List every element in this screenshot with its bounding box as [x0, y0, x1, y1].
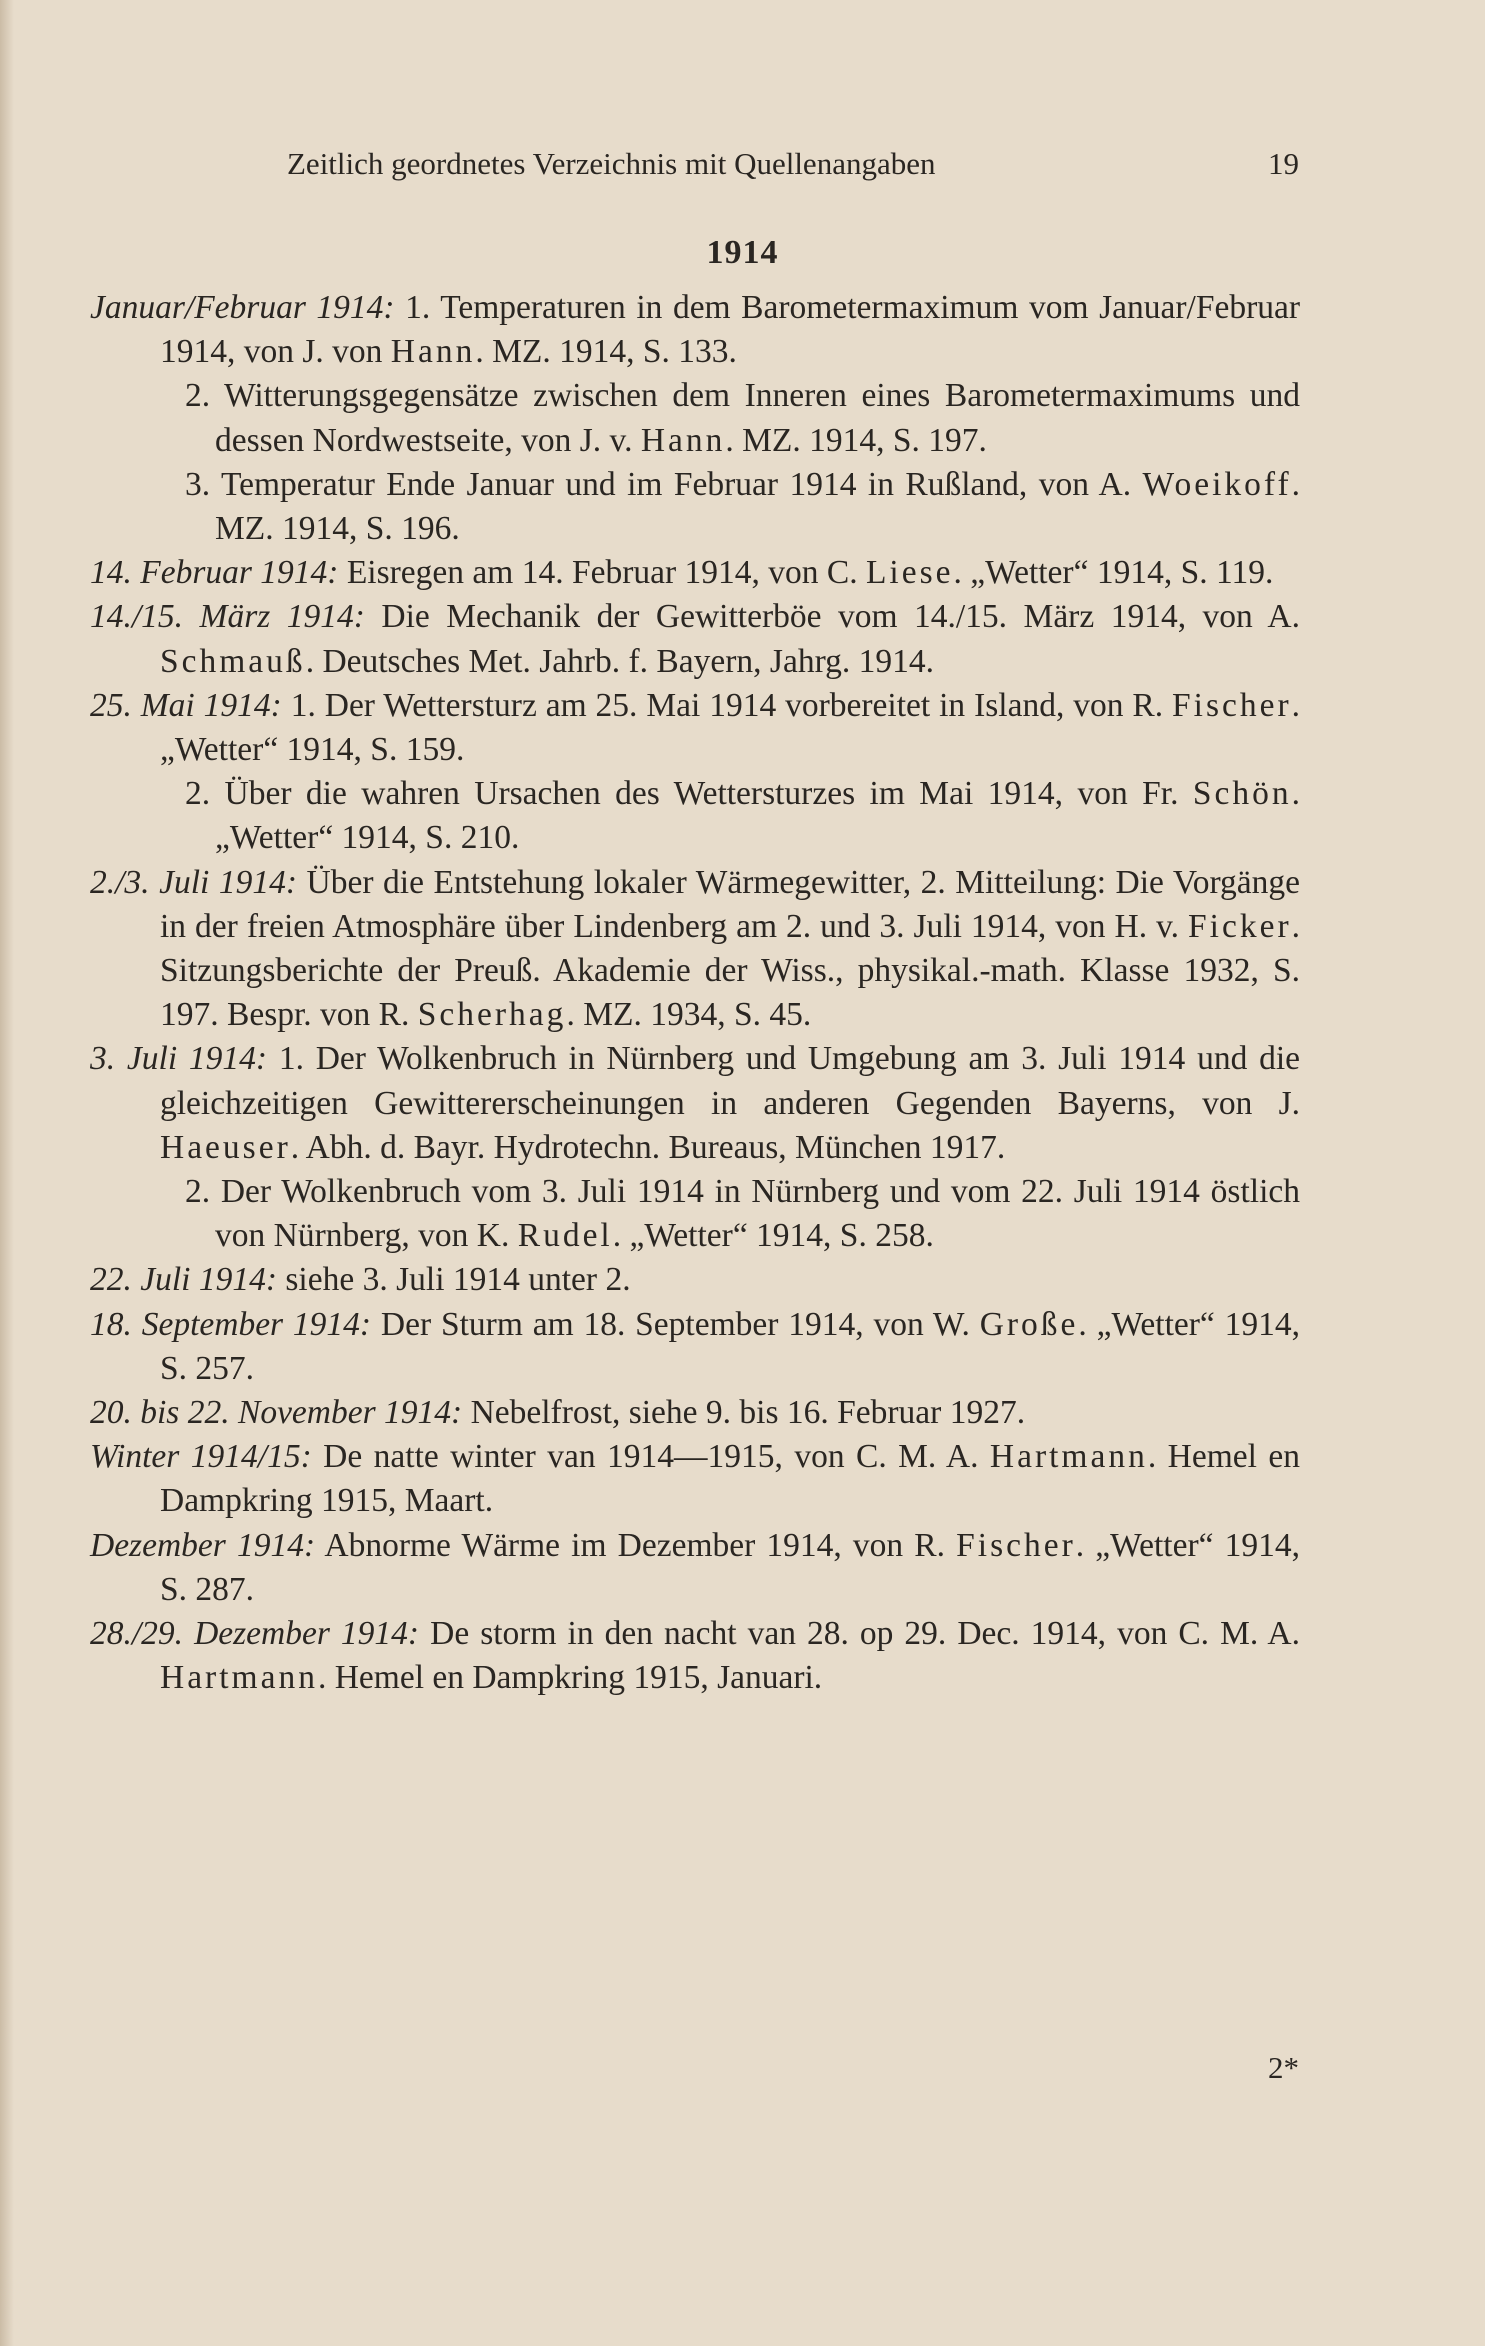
year-heading: 1914 — [706, 234, 779, 271]
entry-text: Nebelfrost, siehe 9. bis 16. Februar 1927. — [462, 1394, 1026, 1432]
author-name: Schmauß — [160, 642, 306, 680]
author-name: Große — [979, 1305, 1079, 1343]
entry-text: De storm in den nacht van 28. op 29. Dec. 1914, von C. M. A. — [419, 1615, 1300, 1653]
citation: . Deutsches Met. Jahrb. f. Bayern, Jahrg. 1914. — [305, 642, 934, 680]
author-name: Ficker — [1188, 907, 1292, 945]
entry-text: Eisregen am 14. Februar 1914, von C. — [338, 554, 866, 592]
entry-date: Januar/Februar 1914: — [90, 289, 395, 326]
citation: . „Wetter“ 1914, S. 119. — [953, 554, 1274, 592]
citation: . „Wetter“ 1914, S. 287. — [160, 1526, 1300, 1608]
citation: . „Wetter“ 1914, S. 257. — [160, 1305, 1300, 1387]
entry — [90, 286, 1300, 374]
author-name: Scherhag — [417, 996, 567, 1034]
citation: . MZ. 1934, S. 45. — [566, 996, 812, 1034]
entry — [90, 1037, 1300, 1170]
author-name: Hartmann — [160, 1659, 318, 1697]
entry — [90, 1435, 1300, 1523]
signature-mark: 2* — [1268, 2050, 1299, 2085]
entry-date: 20. bis 22. November 1914: — [90, 1394, 463, 1432]
citation: . „Wetter“ 1914, S. 210. — [215, 775, 1300, 857]
entry-item-text: 2. Der Wolkenbruch vom 3. Juli 1914 in Nürnberg und vom 22. Juli 1914 östlich von Nürnberg, von K. — [185, 1173, 1300, 1255]
author-name: Woeikoff — [1142, 465, 1292, 503]
entry-text: De natte winter van 1914—1915, von C. M. A. — [311, 1438, 990, 1476]
author-name: Haeuser — [160, 1128, 291, 1166]
entry-item-text: 1. Der Wolkenbruch in Nürnberg und Umgebung am 3. Juli 1914 und die gleichzeitigen Gewittererscheinungen in anderen Gegenden Bayerns, von J. — [160, 1040, 1301, 1122]
entry — [90, 684, 1300, 772]
author-name: Rudel — [517, 1217, 613, 1255]
author-name: Hartmann — [989, 1438, 1148, 1476]
entry-date: Winter 1914/15: — [90, 1438, 312, 1476]
entry-subitem — [90, 1170, 1300, 1258]
entry-item-text: 2. Witterungsgegensätze zwischen dem Inneren eines Barometermaximums und dessen Nordwestseite, von J. v. — [185, 377, 1300, 459]
author-name: Fischer — [1172, 686, 1292, 724]
entry-item-text: 3. Temperatur Ende Januar und im Februar 1914 in Rußland, von A. — [185, 465, 1143, 503]
citation: . Hemel en Dampkring 1915, Maart. — [160, 1438, 1300, 1520]
citation: . Abh. d. Bayr. Hydrotechn. Bureaus, München 1917. — [290, 1128, 1006, 1166]
running-title: Zeitlich geordnetes Verzeichnis mit Quellenangaben — [287, 146, 936, 181]
citation: . MZ. 1914, S. 133. — [475, 333, 737, 371]
page-edge — [0, 0, 14, 2346]
author-name: Schön — [1192, 775, 1292, 813]
entry-date: Dezember 1914: — [90, 1526, 316, 1564]
entry — [90, 1612, 1300, 1700]
entry-date: 14. Februar 1914: — [90, 554, 339, 592]
entry-date: 14./15. März 1914: — [90, 598, 365, 636]
author-name: Fischer — [956, 1526, 1076, 1564]
entry-subitem — [90, 463, 1300, 551]
entry-text: Über die Entstehung lokaler Wärmegewitter, 2. Mitteilung: Die Vorgänge in der freien Atmosphäre über Lindenberg am 2. und 3. Juli 1914, von H. v. — [160, 863, 1300, 945]
entry-item-text: 1. Der Wettersturz am 25. Mai 1914 vorbereitet in Island, von R. — [290, 686, 1172, 724]
author-name: Hann — [390, 333, 476, 371]
citation: . „Wetter“ 1914, S. 258. — [612, 1217, 934, 1255]
entry-date: 28./29. Dezember 1914: — [90, 1615, 420, 1653]
entry-text: Der Sturm am 18. September 1914, von W. — [371, 1305, 980, 1343]
citation: . „Wetter“ 1914, S. 159. — [160, 686, 1300, 769]
author-name: Liese — [865, 554, 954, 592]
running-header — [0, 146, 1485, 190]
entry-text: Die Mechanik der Gewitterböe vom 14./15. März 1914, von A. — [364, 598, 1300, 636]
entry-date: 2./3. Juli 1914: — [90, 863, 298, 901]
entry — [90, 1258, 1300, 1302]
entry — [90, 1303, 1300, 1391]
entry-text-mid: . Sitzungsberichte der Preuß. Akademie der Wiss., physikal.-math. Klasse 1932, S. 197. Bespr. von R. — [160, 907, 1300, 1034]
citation: . Hemel en Dampkring 1915, Januari. — [317, 1659, 823, 1697]
entry-subitem — [90, 374, 1300, 462]
entry-item-text: 2. Über die wahren Ursachen des Wettersturzes im Mai 1914, von Fr. — [185, 775, 1193, 813]
entry — [90, 1524, 1300, 1612]
author-name: Hann — [640, 421, 726, 459]
entry — [90, 1391, 1300, 1435]
entry-text: Abnorme Wärme im Dezember 1914, von R. — [315, 1526, 957, 1564]
entry-subitem — [90, 772, 1300, 860]
entry — [90, 551, 1300, 595]
citation: . MZ. 1914, S. 196. — [215, 465, 1300, 548]
entry-date: 22. Juli 1914: — [90, 1261, 278, 1299]
entry-text: siehe 3. Juli 1914 unter 2. — [277, 1261, 631, 1299]
entry-date: 25. Mai 1914: — [90, 686, 282, 724]
entry — [90, 595, 1300, 683]
entry — [90, 861, 1300, 1038]
entry-date: 3. Juli 1914: — [90, 1040, 268, 1078]
citation: . MZ. 1914, S. 197. — [725, 421, 987, 459]
entry-date: 18. September 1914: — [90, 1305, 372, 1343]
page-number: 19 — [1268, 146, 1299, 181]
entry-item-text: 1. Temperaturen in dem Barometermaximum vom Januar/Februar 1914, von J. von — [160, 289, 1300, 371]
entry-list — [90, 286, 1300, 1701]
